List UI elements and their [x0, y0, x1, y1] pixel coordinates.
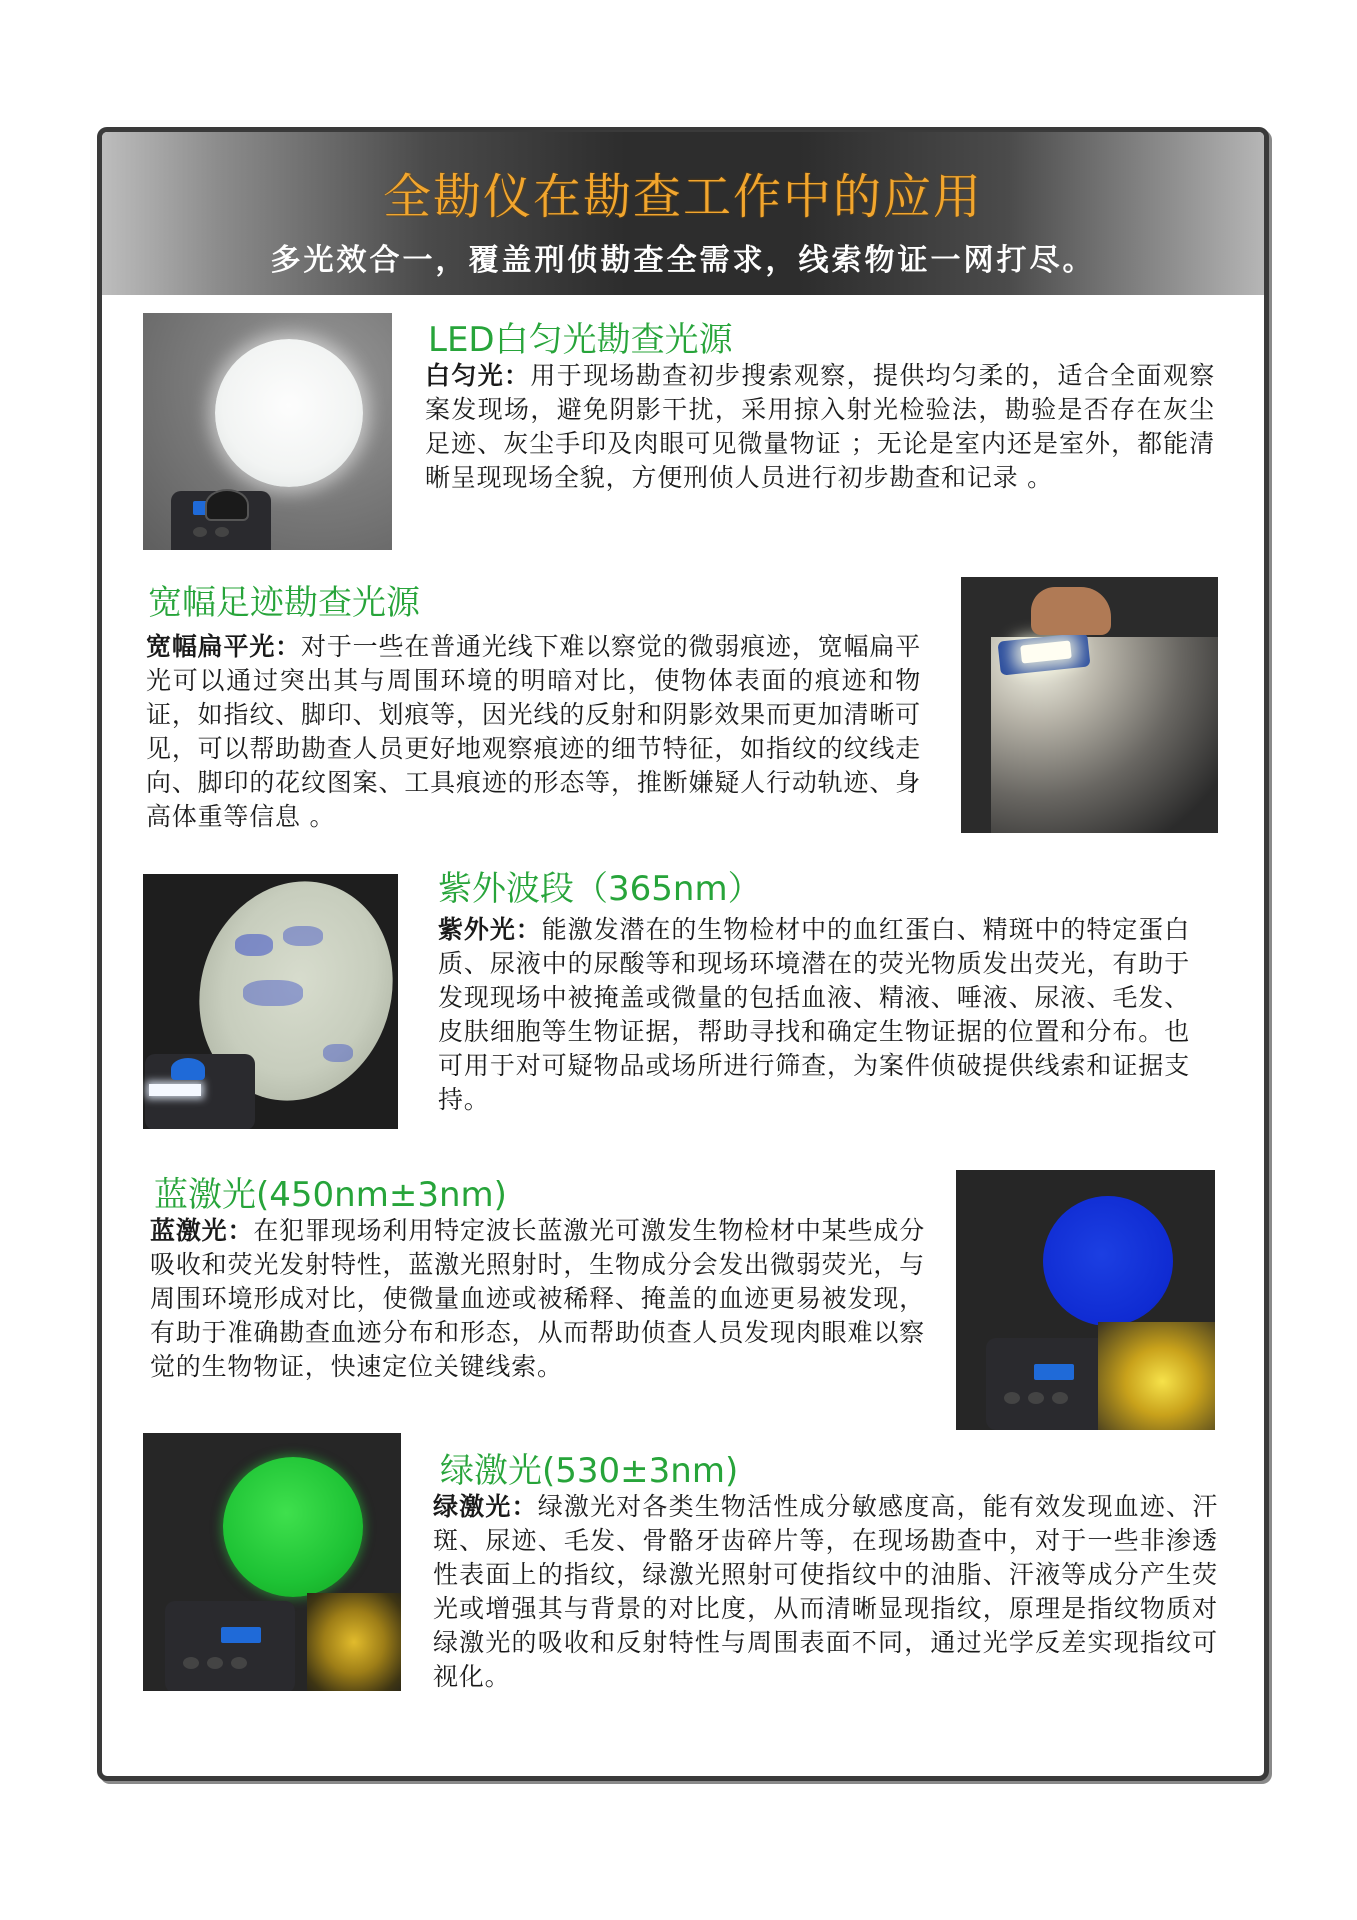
- section-text-green: 绿激光对各类生物活性成分敏感度高，能有效发现血迹、汗斑、尿迹、毛发、骨骼牙齿碎片等，在现场勘查中，对于一些非渗透性表面上的指纹，绿激光照射可使指纹中的油脂、汗液等成分产生荧光或增强其与背景的对比度，从而清晰显现指纹，原理是指纹物质对绿激光的吸收和反射特性与周围表面不同，通过光学反差实现指纹可视化。: [433, 1492, 1218, 1691]
- section-lead-blue: 蓝激光：: [150, 1216, 254, 1245]
- blue-laser-photo: [956, 1170, 1215, 1430]
- section-lead-uv: 紫外光：: [438, 915, 542, 944]
- white-light-circle-photo: [143, 313, 392, 550]
- section-title-green: 绿激光(530±3nm): [440, 1451, 739, 1491]
- section-title-wide: 宽幅足迹勘查光源: [148, 583, 420, 623]
- section-lead-wide: 宽幅扁平光：: [146, 632, 302, 661]
- section-body-uv: [438, 913, 1190, 1117]
- section-body-led: [425, 359, 1215, 495]
- green-laser-photo: [143, 1433, 401, 1691]
- section-title-led: LED白匀光勘查光源: [428, 320, 733, 360]
- section-lead-green: 绿激光：: [433, 1492, 538, 1521]
- section-text-uv: 能激发潜在的生物检材中的血红蛋白、精斑中的特定蛋白质、尿液中的尿酸等和现场环境潜在的荧光物质发出荧光，有助于发现现场中被掩盖或微量的包括血液、精液、唾液、尿液、毛发、皮肤细胞等生物证据，帮助寻找和确定生物证据的位置和分布。也可用于对可疑物品或场所进行筛查，为案件侦破提供线索和证据支持。: [438, 915, 1190, 1114]
- section-text-wide: 对于一些在普通光线下难以察觉的微弱痕迹，宽幅扁平光可以通过突出其与周围环境的明暗对比，使物体表面的痕迹和物证，如指纹、脚印、划痕等，因光线的反射和阴影效果而更加清晰可见，可以帮助勘查人员更好地观察痕迹的细节特征，如指纹的纹线走向、脚印的花纹图案、工具痕迹的形态等，推断嫌疑人行动轨迹、身高体重等信息 。: [146, 632, 921, 831]
- page-subtitle: 多光效合一，覆盖刑侦勘查全需求，线索物证一网打尽。: [270, 243, 1096, 278]
- section-body-blue: [150, 1214, 925, 1384]
- section-body-green: [433, 1490, 1218, 1694]
- section-body-wide: [146, 630, 921, 834]
- section-text-led: 用于现场勘查初步搜索观察，提供均匀柔的，适合全面观察案发现场，避免阴影干扰，采用掠入射光检验法，勘验是否存在灰尘足迹、灰尘手印及肉眼可见微量物证 ；无论是室内还是室外，都能清晰呈现现场全貌，方便刑侦人员进行初步勘查和记录 。: [425, 361, 1215, 492]
- page-title: 全勘仪在勘查工作中的应用: [382, 169, 983, 225]
- section-lead-led: 白匀光：: [425, 361, 531, 390]
- header-banner: [102, 132, 1264, 295]
- uv-light-photo: [143, 874, 398, 1129]
- section-text-blue: 在犯罪现场利用特定波长蓝激光可激发生物检材中某些成分吸收和荧光发射特性，蓝激光照射时，生物成分会发出微弱荧光，与周围环境形成对比，使微量血迹或被稀释、掩盖的血迹更易被发现，有助于准确勘查血迹分布和形态，从而帮助侦查人员发现肉眼难以察觉的生物物证，快速定位关键线索。: [150, 1216, 925, 1381]
- section-title-blue: 蓝激光(450nm±3nm): [154, 1175, 507, 1215]
- wide-flat-light-photo: [961, 577, 1218, 833]
- section-title-uv: 紫外波段（365nm）: [438, 869, 762, 909]
